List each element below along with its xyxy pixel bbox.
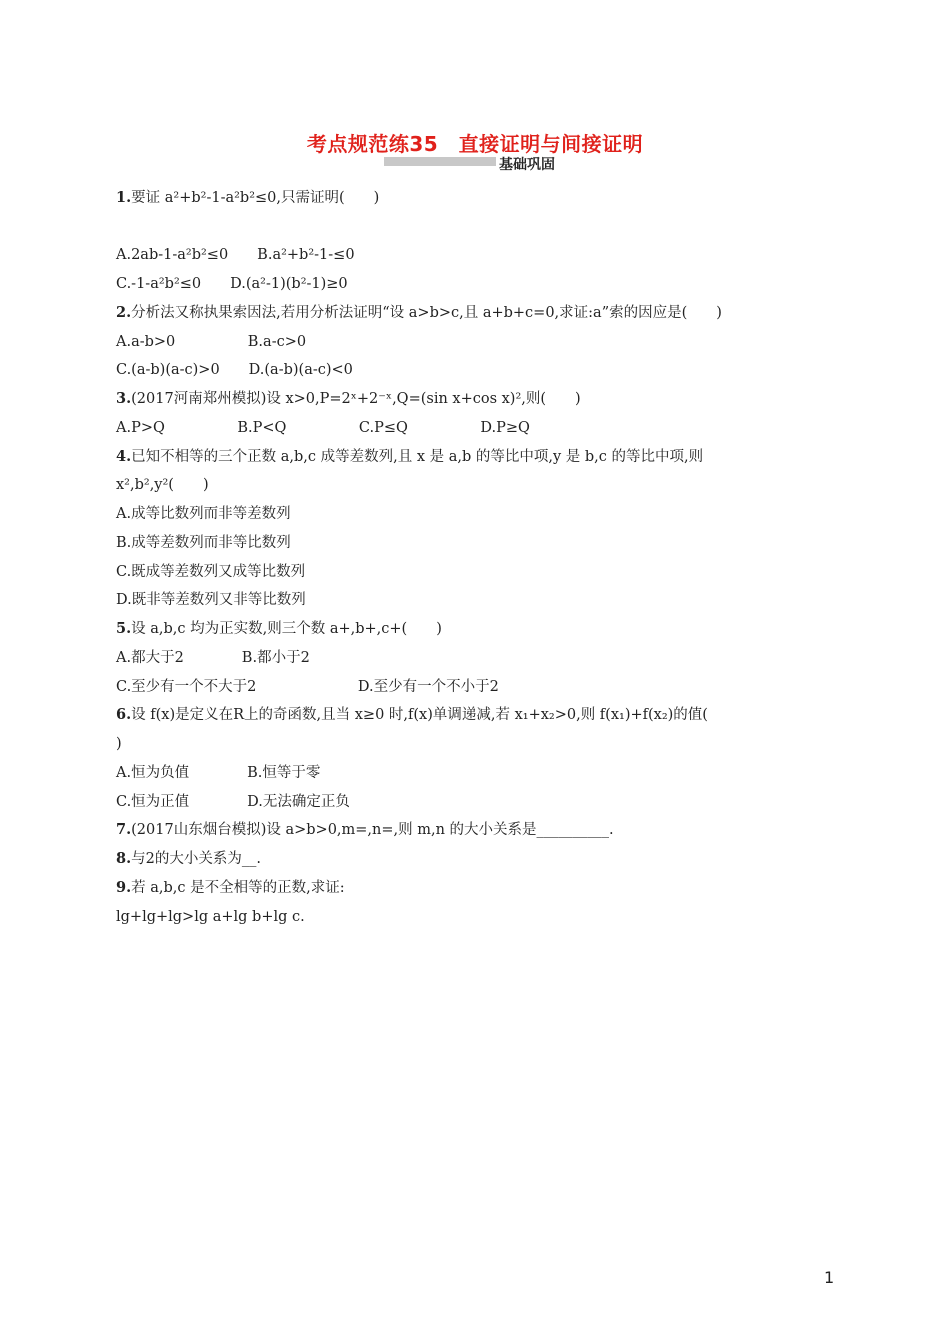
question-number: 4. bbox=[116, 448, 132, 465]
question-text: (2017河南郑州模拟)设 x>0,P=2ˣ+2⁻ˣ,Q=(sin x+cos x)²,则( ) bbox=[131, 391, 581, 407]
question-text: A.成等比数列而非等差数列 bbox=[116, 506, 291, 522]
question-text: 要证 a²+b²-1-a²b²≤0,只需证明( ) bbox=[131, 190, 380, 206]
question-text: A.2ab-1-a²b²≤0 B.a²+b²-1-≤0 bbox=[116, 247, 355, 263]
question-line bbox=[116, 304, 722, 322]
question-text: 与2的大小关系为__. bbox=[131, 851, 261, 867]
question-line bbox=[116, 505, 291, 523]
question-line bbox=[116, 706, 708, 724]
question-text: D.既非等差数列又非等比数列 bbox=[116, 592, 306, 608]
question-text: 若 a,b,c 是不全相等的正数,求证: bbox=[131, 880, 345, 896]
question-text: A.都大于2 B.都小于2 bbox=[116, 650, 310, 666]
question-number: 8. bbox=[116, 850, 132, 867]
question-number: 5. bbox=[116, 620, 132, 637]
question-line bbox=[116, 189, 379, 207]
question-text: A.P>Q B.P<Q C.P≤Q D.P≥Q bbox=[116, 420, 530, 436]
question-text: x²,b²,y²( ) bbox=[116, 477, 209, 493]
question-number: 1. bbox=[116, 189, 132, 206]
question-number: 7. bbox=[116, 821, 132, 838]
question-number: 3. bbox=[116, 390, 132, 407]
page-number: 1 bbox=[824, 1268, 835, 1287]
question-text: (2017山东烟台模拟)设 a>b>0,m=,n=,则 m,n 的大小关系是__________. bbox=[131, 822, 614, 838]
question-text: C.(a-b)(a-c)>0 D.(a-b)(a-c)<0 bbox=[116, 362, 353, 378]
question-text: A.a-b>0 B.a-c>0 bbox=[116, 334, 307, 350]
question-text: lg+lg+lg>lg a+lg b+lg c. bbox=[116, 909, 305, 925]
question-text: C.-1-a²b²≤0 D.(a²-1)(b²-1)≥0 bbox=[116, 276, 348, 292]
question-line bbox=[116, 678, 499, 696]
question-text: B.成等差数列而非等比数列 bbox=[116, 535, 291, 551]
question-text: ) bbox=[116, 736, 122, 752]
question-line bbox=[116, 649, 310, 667]
question-line bbox=[116, 361, 353, 379]
question-text: A.恒为负值 B.恒等于零 bbox=[116, 765, 321, 781]
question-text: C.至少有一个不大于2 D.至少有一个不小于2 bbox=[116, 679, 499, 695]
question-text: C.既成等差数列又成等比数列 bbox=[116, 564, 306, 580]
question-line bbox=[116, 390, 581, 408]
question-line bbox=[116, 620, 442, 638]
question-line bbox=[116, 591, 306, 609]
question-line bbox=[116, 476, 209, 494]
question-line bbox=[116, 563, 305, 581]
question-line bbox=[116, 735, 122, 753]
question-line bbox=[116, 908, 305, 926]
page-title: 考点规范练35 直接证明与间接证明 bbox=[306, 132, 644, 156]
question-number: 9. bbox=[116, 879, 132, 896]
question-text: 设 a,b,c 均为正实数,则三个数 a+,b+,c+( ) bbox=[131, 621, 442, 637]
question-line bbox=[116, 534, 291, 552]
section-bar bbox=[384, 157, 496, 166]
question-line bbox=[116, 448, 703, 466]
question-line bbox=[116, 850, 261, 868]
question-text: 分析法又称执果索因法,若用分析法证明“设 a>b>c,且 a+b+c=0,求证:a”索的因应是( ) bbox=[131, 305, 722, 321]
question-number: 6. bbox=[116, 706, 132, 723]
question-text: 已知不相等的三个正数 a,b,c 成等差数列,且 x 是 a,b 的等比中项,y 是 b,c 的等比中项,则 bbox=[131, 449, 704, 465]
question-number: 2. bbox=[116, 304, 132, 321]
section-label: 基础巩固 bbox=[499, 157, 555, 173]
question-line bbox=[116, 764, 320, 782]
question-text: 设 f(x)是定义在R上的奇函数,且当 x≥0 时,f(x)单调递减,若 x₁+x₂>0,则 f(x₁)+f(x₂)的值( bbox=[131, 707, 708, 723]
question-line bbox=[116, 879, 345, 897]
question-line bbox=[116, 419, 530, 437]
question-line bbox=[116, 275, 348, 293]
question-line bbox=[116, 793, 350, 811]
question-line bbox=[116, 333, 306, 351]
question-text: C.恒为正值 D.无法确定正负 bbox=[116, 794, 350, 810]
question-line bbox=[116, 821, 614, 839]
question-line bbox=[116, 246, 355, 264]
